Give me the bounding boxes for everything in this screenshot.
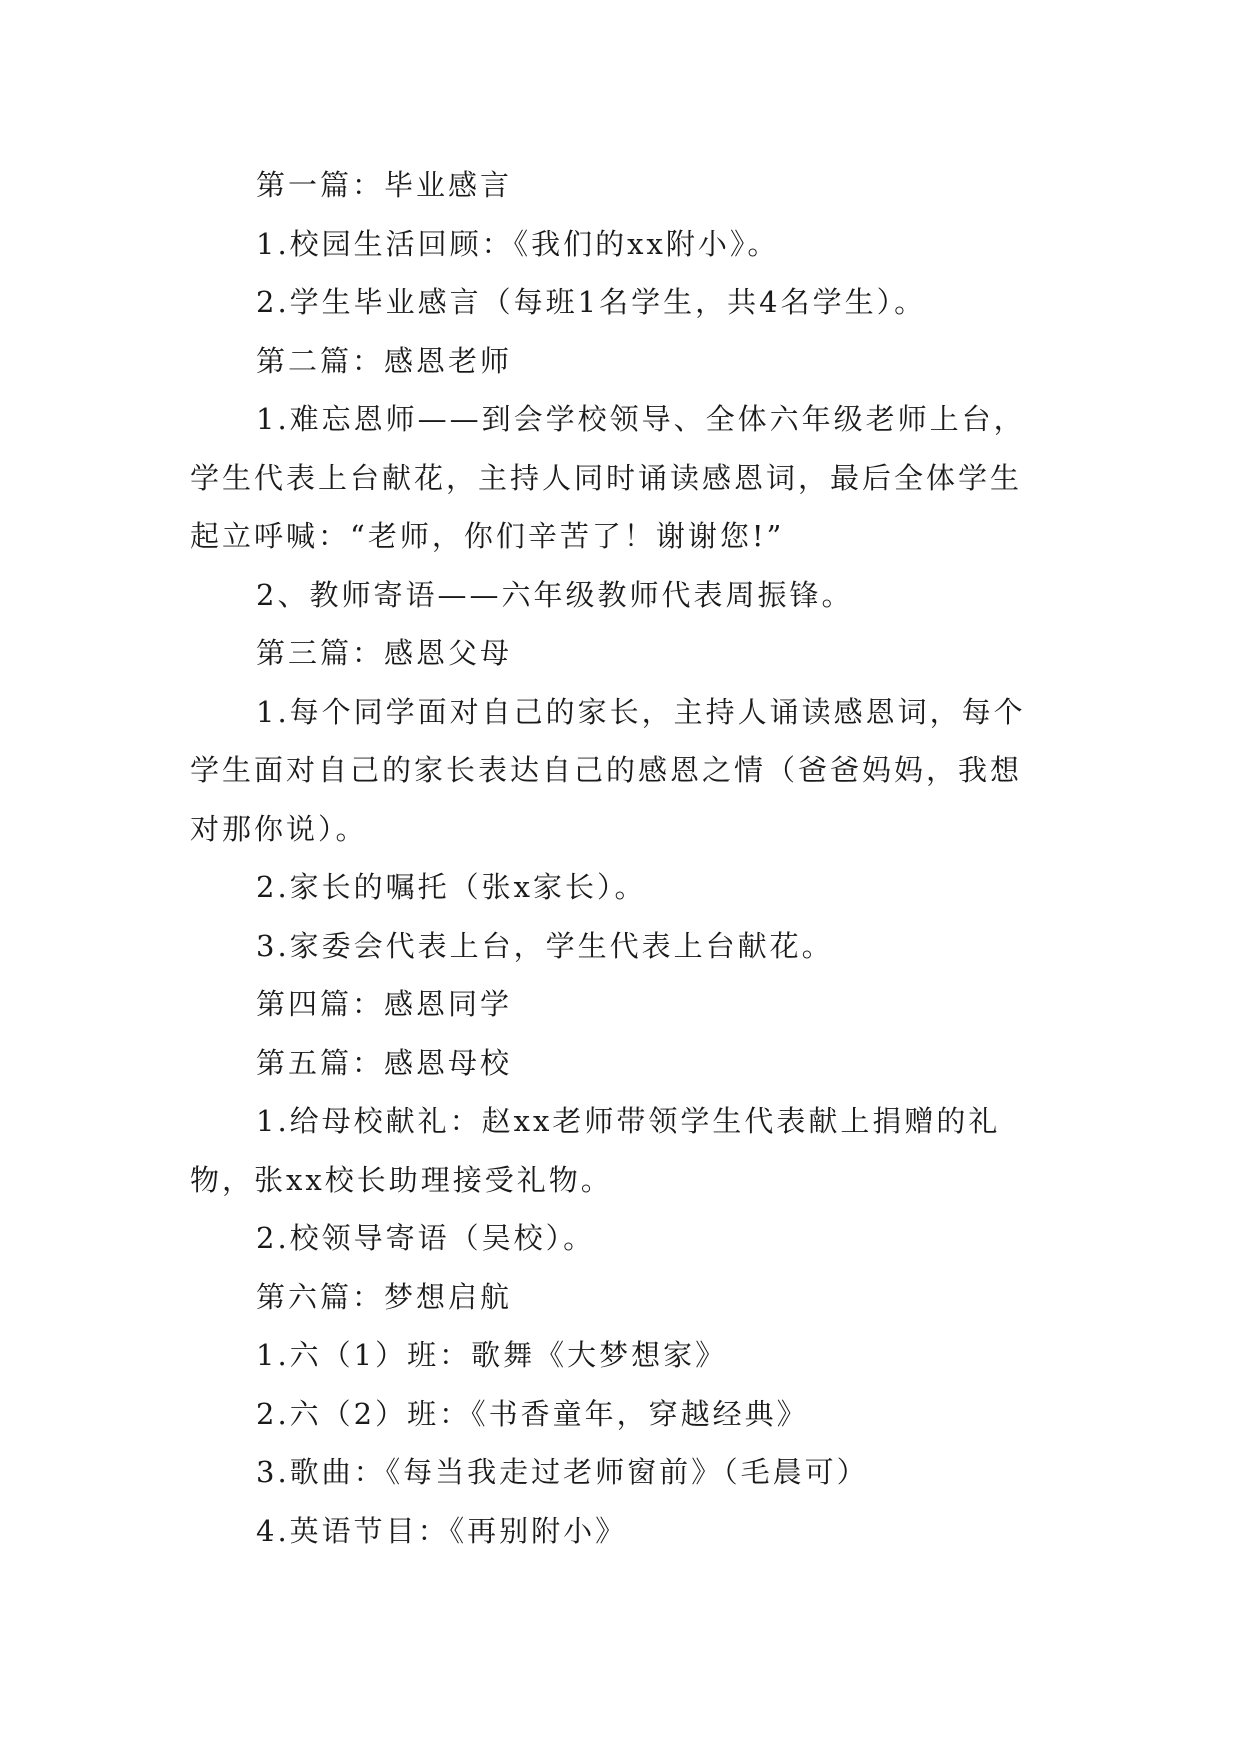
list-item: 2.家长的嘱托（张x家长）。 [256, 870, 647, 904]
document-body [190, 156, 1050, 1560]
section-heading-2: 第二篇：感恩老师 [256, 343, 513, 378]
list-item: 1.难忘恩师——到会学校领导、全体六年级老师上台，学生代表上台献花，主持人同时诵读感恩词，最后全体学生起立呼喊：“老师，你们辛苦了！谢谢您!” [190, 402, 1026, 553]
list-item: 4.英语节目：《再别附小》 [256, 1513, 628, 1548]
list-item: 2.学生毕业感言（每班1名学生，共4名学生）。 [256, 285, 927, 319]
list-item: 2.校领导寄语（吴校）。 [256, 1221, 596, 1255]
section-heading-6: 第六篇：梦想启航 [256, 1279, 513, 1314]
list-item: 3.家委会代表上台，学生代表上台献花。 [256, 928, 834, 963]
section-heading-3: 第三篇：感恩父母 [256, 636, 513, 670]
section-heading-1: 第一篇：毕业感言 [256, 168, 513, 202]
list-item: 1.六（1）班：歌舞《大梦想家》 [256, 1338, 728, 1372]
section-heading-4: 第四篇：感恩同学 [256, 987, 513, 1021]
section-heading-5: 第五篇：感恩母校 [256, 1045, 513, 1080]
list-item: 1.每个同学面对自己的家长，主持人诵读感恩词，每个学生面对自己的家长表达自己的感恩之情（爸爸妈妈，我想对那你说）。 [190, 694, 1026, 846]
list-item: 2、教师寄语——六年级教师代表周振锋。 [256, 577, 854, 612]
list-item: 1.给母校献礼：赵xx老师带领学生代表献上捐赠的礼物，张xx校长助理接受礼物。 [190, 1104, 1001, 1197]
list-item: 3.歌曲：《每当我走过老师窗前》（毛晨可） [256, 1455, 869, 1489]
list-item: 1.校园生活回顾：《我们的xx附小》。 [256, 226, 780, 261]
list-item: 2.六（2）班：《书香童年，穿越经典》 [256, 1396, 809, 1431]
